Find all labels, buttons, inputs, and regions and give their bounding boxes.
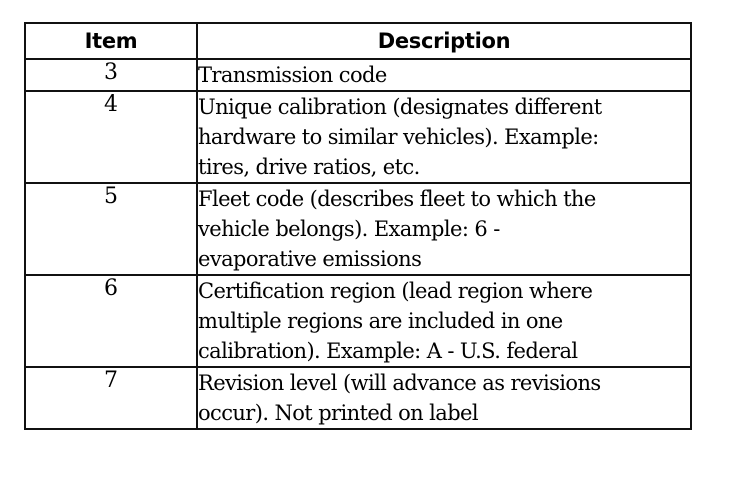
table-row bbox=[25, 59, 691, 91]
item-number: 4 bbox=[25, 91, 197, 183]
item-description: Unique calibration (designates different hardware to similar vehicles). Example: tires, drive ratios, etc. bbox=[197, 91, 691, 183]
table-row bbox=[25, 91, 691, 183]
item-number: 3 bbox=[25, 59, 197, 91]
table-row bbox=[25, 275, 691, 367]
item-description: Fleet code (describes fleet to which the vehicle belongs). Example: 6 - evaporative emissions bbox=[197, 183, 691, 275]
item-number: 6 bbox=[25, 275, 197, 367]
item-number: 5 bbox=[25, 183, 197, 275]
item-description: Certification region (lead region where multiple regions are included in one calibration). Example: A - U.S. federal bbox=[197, 275, 691, 367]
spec-table bbox=[24, 22, 692, 430]
table-row bbox=[25, 367, 691, 429]
item-description: Transmission code bbox=[197, 59, 691, 91]
header-item: Item bbox=[25, 23, 197, 59]
spec-table-container bbox=[24, 22, 692, 430]
item-number: 7 bbox=[25, 367, 197, 429]
header-description: Description bbox=[197, 23, 691, 59]
item-description: Revision level (will advance as revisions occur). Not printed on label bbox=[197, 367, 691, 429]
table-row bbox=[25, 183, 691, 275]
table-header-row bbox=[25, 23, 691, 59]
